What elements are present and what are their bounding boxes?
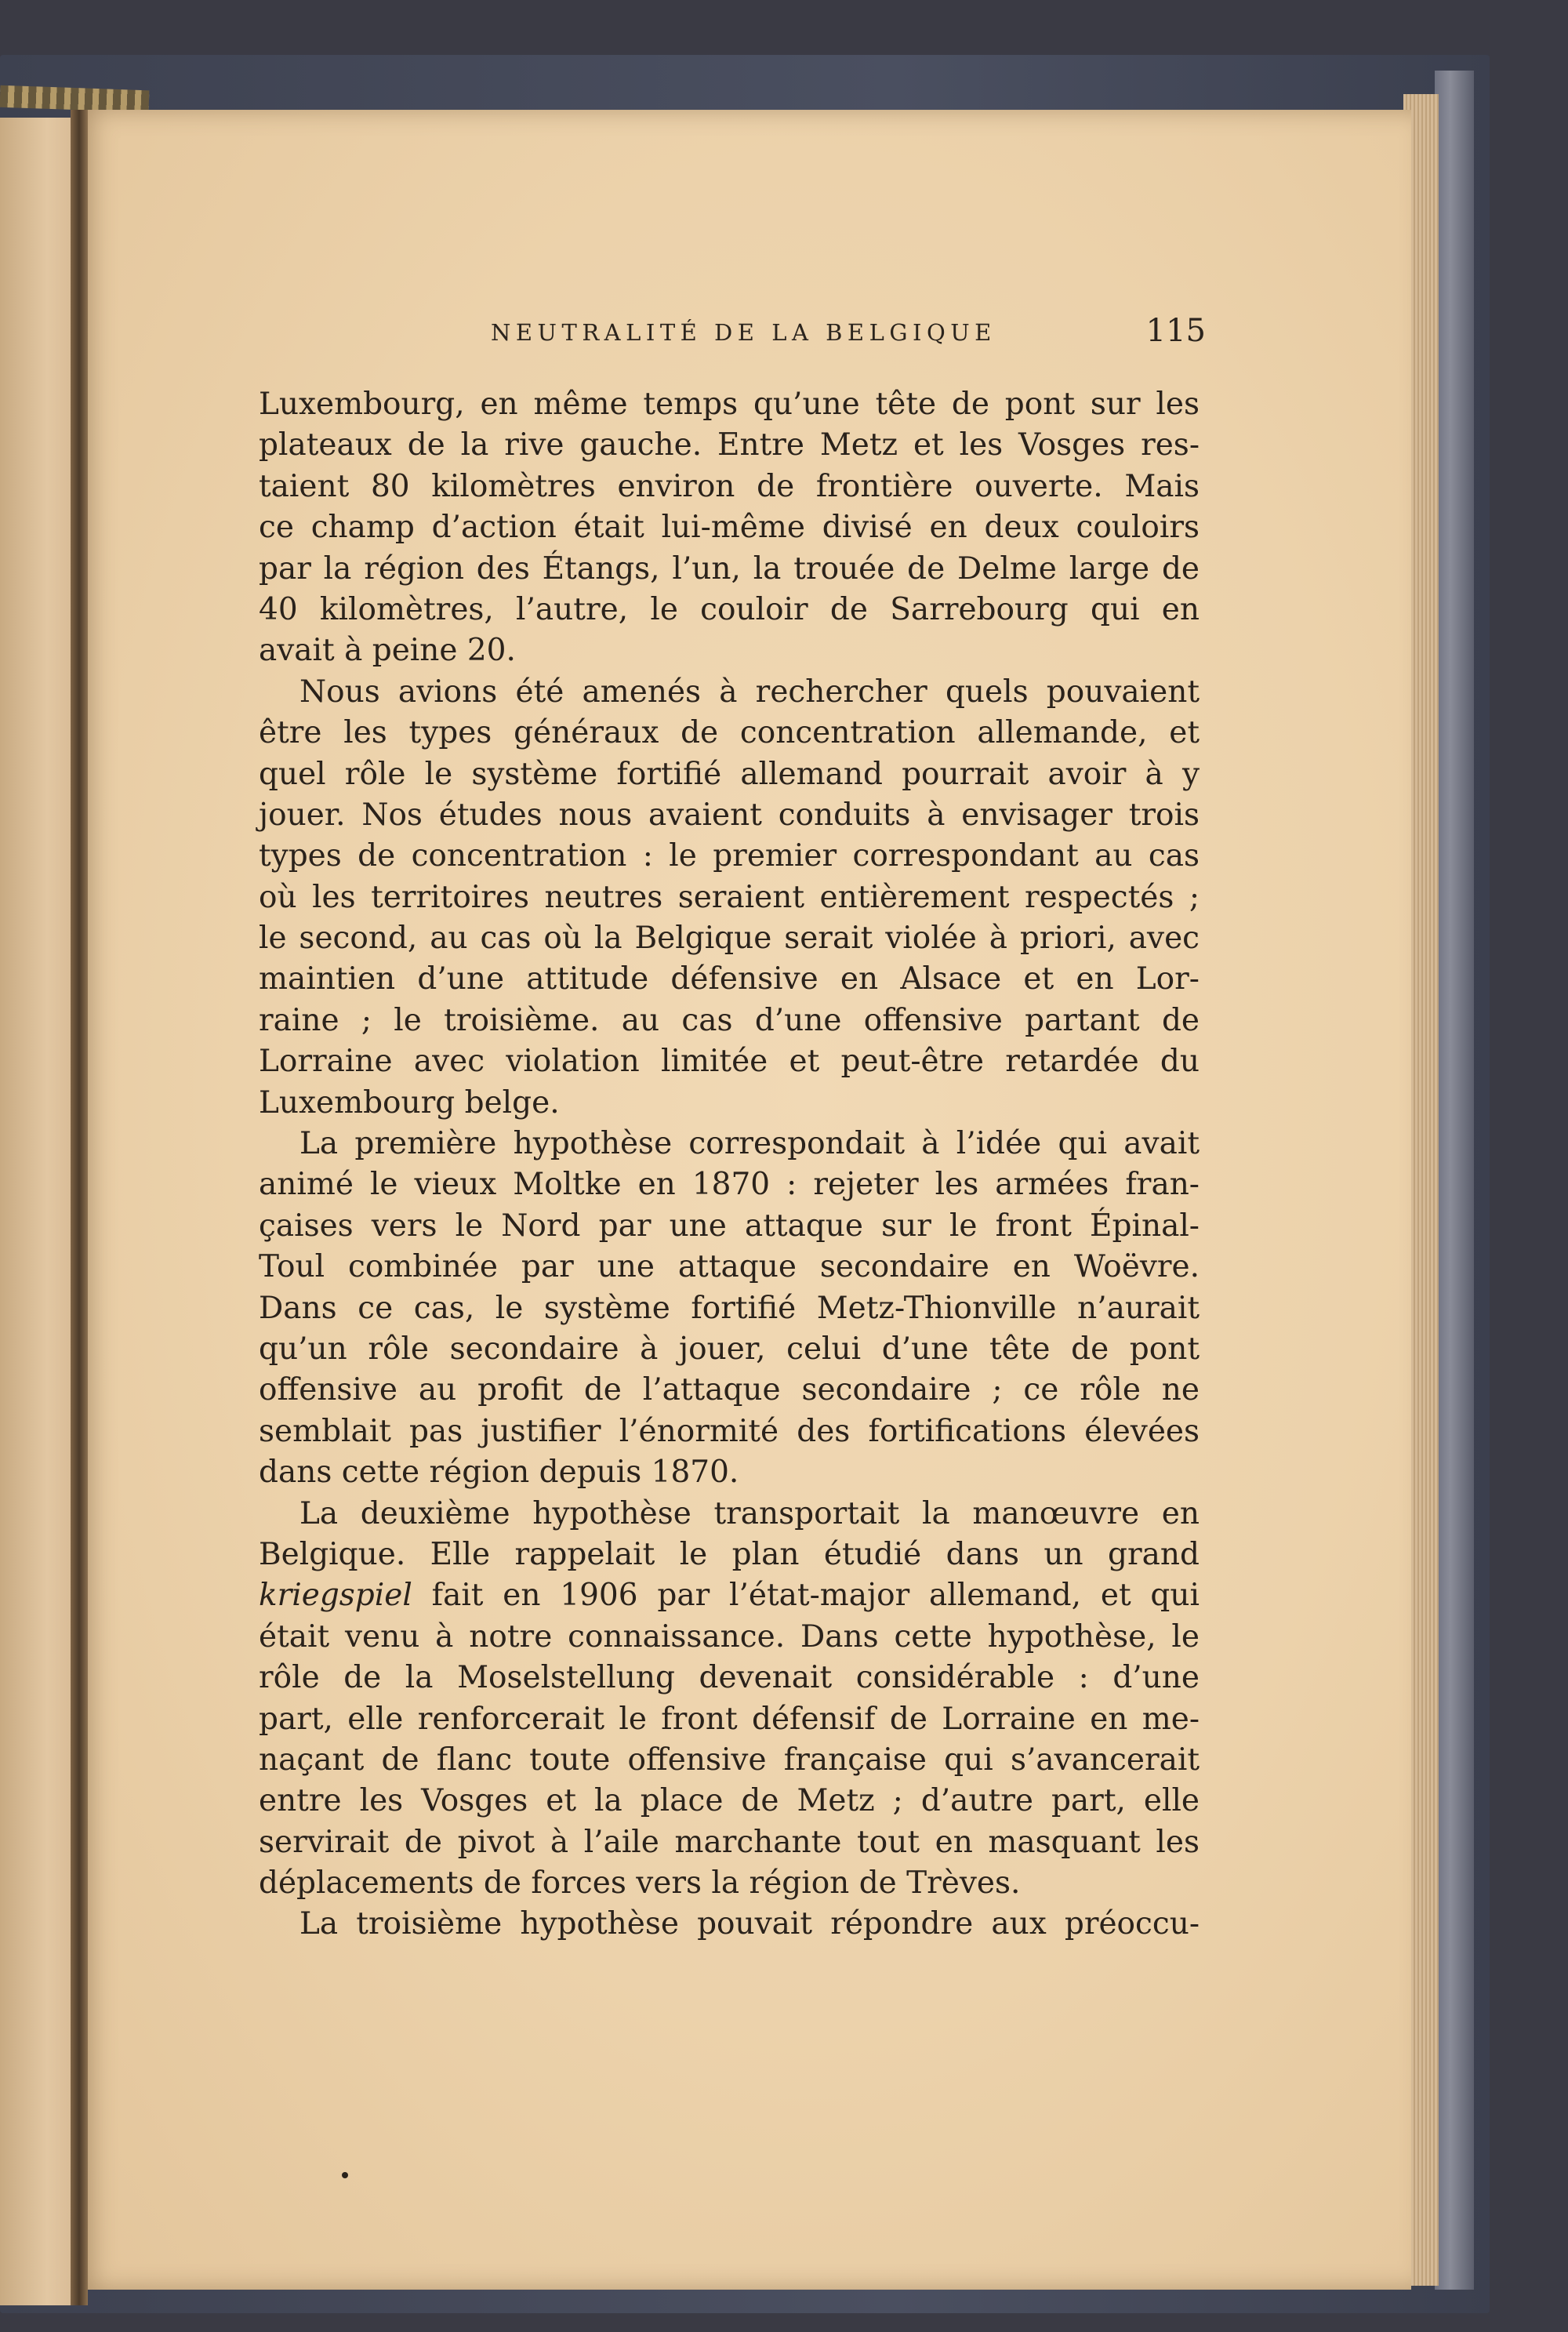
text-line: maintien d’une attitude défensive en Alsace et en Lor-: [259, 961, 1200, 997]
text-line: Lorraine avec violation limitée et peut-être retardée du: [259, 1044, 1200, 1080]
text-line: Nous avions été amenés à rechercher quels pouvaient: [299, 674, 1200, 710]
text-line: être les types généraux de concentration allemande, et: [259, 715, 1200, 751]
text-line: dans cette région depuis 1870.: [259, 1455, 739, 1491]
text-line: naçant de flanc toute offensive française qui s’avancerait: [259, 1742, 1200, 1778]
text-line: taient 80 kilomètres environ de frontière ouverte. Mais: [259, 468, 1200, 504]
text-line: quel rôle le système fortifié allemand pourrait avoir à y: [259, 756, 1200, 792]
page-number: 115: [1145, 313, 1206, 349]
text-line: déplacements de forces vers la région de Trèves.: [259, 1865, 1021, 1902]
text-line: La première hypothèse correspondait à l’idée qui avait: [299, 1126, 1200, 1162]
text-line: çaises vers le Nord par une attaque sur le front Épinal-: [259, 1208, 1200, 1244]
text-line: 40 kilomètres, l’autre, le couloir de Sarrebourg qui en: [259, 591, 1200, 627]
text-line: entre les Vosges et la place de Metz ; d’autre part, elle: [259, 1783, 1200, 1819]
text-line: avait à peine 20.: [259, 633, 516, 669]
text-line: Luxembourg belge.: [259, 1084, 560, 1121]
text-line-rest: fait en 1906 par l’état-major allemand, et qui: [412, 1578, 1200, 1614]
text-line: rôle de la Moselstellung devenait considérable : d’une: [259, 1660, 1200, 1696]
text-line: Dans ce cas, le système fortifié Metz-Thionville n’aurait: [259, 1290, 1200, 1326]
text-line: ce champ d’action était lui-même divisé en deux couloirs: [259, 510, 1200, 546]
text-line: le second, au cas où la Belgique serait violée à priori, avec: [259, 921, 1200, 957]
italic-term: kriegspiel: [259, 1578, 412, 1614]
paper-speck: [342, 2172, 348, 2178]
text-line: servirait de pivot à l’aile marchante tout en masquant les: [259, 1824, 1200, 1860]
text-line: Toul combinée par une attaque secondaire en Woëvre.: [259, 1249, 1200, 1285]
spine-gutter: [71, 110, 88, 2305]
left-page-edge: [0, 118, 78, 2305]
text-line: animé le vieux Moltke en 1870 : rejeter les armées fran-: [259, 1167, 1200, 1203]
page-header: [410, 313, 1206, 358]
body-text: [259, 384, 1200, 1945]
text-line: plateaux de la rive gauche. Entre Metz et les Vosges res-: [259, 427, 1200, 463]
text-line: Belgique. Elle rappelait le plan étudié dans un grand: [259, 1536, 1200, 1572]
text-line: où les territoires neutres seraient entièrement respectés ;: [259, 879, 1200, 915]
text-line: par la région des Étangs, l’un, la trouée de Delme large de: [259, 550, 1200, 587]
text-line: jouer. Nos études nous avaient conduits à envisager trois: [259, 797, 1200, 833]
text-line: La deuxième hypothèse transportait la manœuvre en: [299, 1495, 1200, 1531]
text-line: semblait pas justifier l’énormité des fortifications élevées: [259, 1413, 1200, 1449]
running-head: NEUTRALITÉ DE LA BELGIQUE: [491, 319, 996, 346]
text-line: était venu à notre connaissance. Dans cette hypothèse, le: [259, 1618, 1200, 1655]
text-line: Luxembourg, en même temps qu’une tête de pont sur les: [259, 387, 1200, 422]
text-line: La troisième hypothèse pouvait répondre aux préoccu-: [299, 1906, 1200, 1942]
cover-edge: [1435, 71, 1474, 2290]
text-line: [259, 1575, 1200, 1616]
text-line: offensive au profit de l’attaque secondaire ; ce rôle ne: [259, 1372, 1200, 1408]
text-line: raine ; le troisième. au cas d’une offensive partant de: [259, 1002, 1200, 1038]
text-line: qu’un rôle secondaire à jouer, celui d’une tête de pont: [259, 1331, 1200, 1367]
text-line: types de concentration : le premier correspondant au cas: [259, 838, 1200, 874]
text-line: part, elle renforcerait le front défensif de Lorraine en me-: [259, 1701, 1200, 1737]
